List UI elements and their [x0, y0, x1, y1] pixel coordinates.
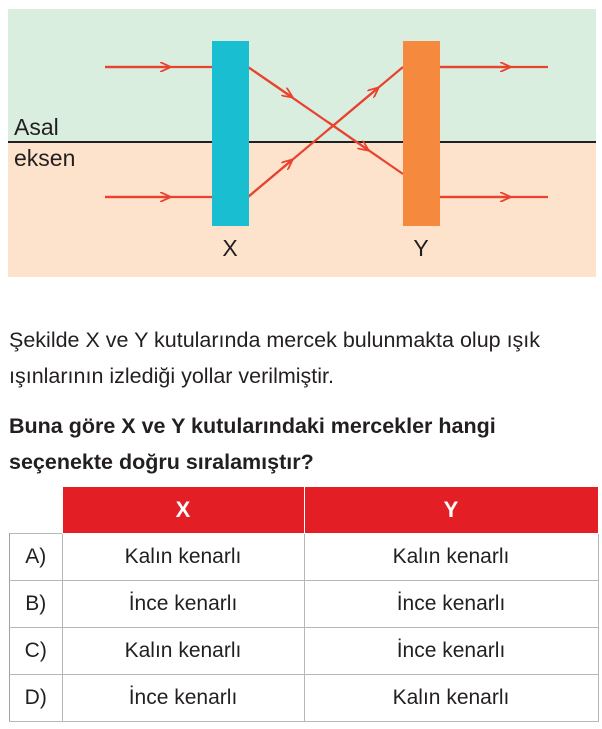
axis-label-line1: Asal	[14, 114, 59, 140]
axis-label-line2: eksen	[14, 145, 76, 171]
answer-row-a[interactable]	[10, 534, 599, 581]
option-label[interactable]: B)	[10, 581, 63, 628]
header-y: Y	[304, 487, 598, 534]
lower-background	[8, 142, 596, 277]
header-x: X	[62, 487, 304, 534]
cell-y: İnce kenarlı	[304, 581, 598, 628]
cell-x: İnce kenarlı	[62, 581, 304, 628]
option-label[interactable]: A)	[10, 534, 63, 581]
box-y-label: Y	[413, 235, 429, 261]
answer-table	[9, 486, 599, 722]
optics-figure	[8, 9, 596, 277]
box-y	[403, 41, 440, 226]
cell-y: Kalın kenarlı	[304, 534, 598, 581]
box-x	[212, 41, 249, 226]
cell-x: İnce kenarlı	[62, 675, 304, 722]
box-x-label: X	[222, 235, 238, 261]
cell-x: Kalın kenarlı	[62, 534, 304, 581]
cell-y: İnce kenarlı	[304, 628, 598, 675]
cell-x: Kalın kenarlı	[62, 628, 304, 675]
upper-background	[8, 9, 596, 142]
answer-row-d[interactable]	[10, 675, 599, 722]
answer-row-b[interactable]	[10, 581, 599, 628]
option-label[interactable]: D)	[10, 675, 63, 722]
answer-row-c[interactable]	[10, 628, 599, 675]
cell-y: Kalın kenarlı	[304, 675, 598, 722]
header-corner	[10, 487, 63, 534]
option-label[interactable]: C)	[10, 628, 63, 675]
question-stem: Şekilde X ve Y kutularında mercek bulunmakta olup ışık ışınlarının izlediği yollar verilmiştir.	[9, 328, 541, 388]
table-header-row	[10, 487, 599, 534]
question-prompt: Buna göre X ve Y kutularındaki mercekler hangi seçenekte doğru sıralamıştır?	[9, 414, 496, 474]
